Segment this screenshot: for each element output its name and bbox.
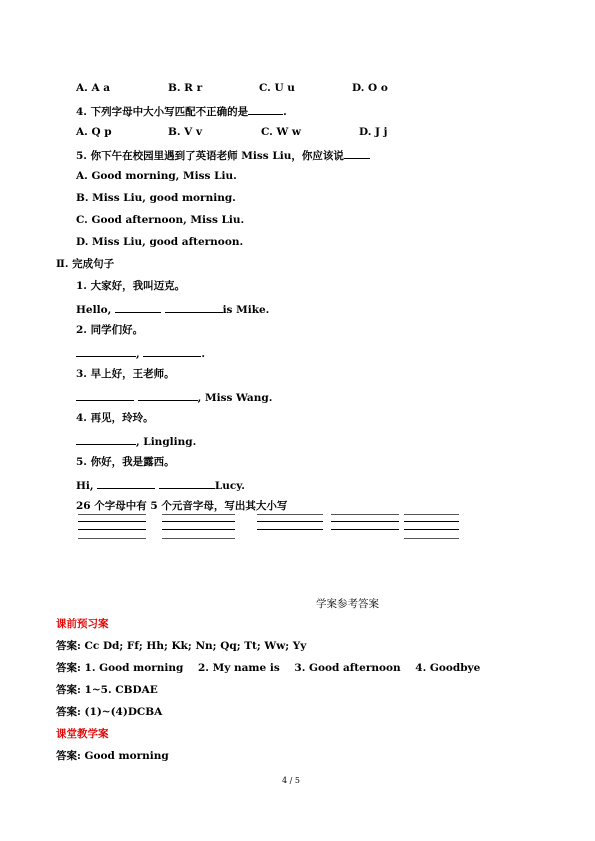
q4-stem xyxy=(76,103,287,119)
answer-line-1 xyxy=(56,639,306,653)
answer-line-4-text: (1)~(4)DCBA xyxy=(84,706,163,718)
q5-option-d: D. Miss Liu, good afternoon. xyxy=(76,236,244,248)
s2-item2-blank2 xyxy=(143,345,201,357)
s2-item1-post: is Mike. xyxy=(222,304,270,316)
s2-item4-post: , Lingling. xyxy=(136,436,197,448)
answer-line-4 xyxy=(56,705,162,719)
s2-item2-blank1 xyxy=(76,345,136,357)
s2-item3-prompt: 3. 早上好，王老师。 xyxy=(76,368,175,380)
q4-stem-text: 4. 下列字母中大小写匹配不正确的是 xyxy=(76,106,249,118)
s2-item2-sep: , xyxy=(136,348,144,360)
q5-blank xyxy=(344,147,370,159)
section-2-title: Ⅱ. 完成句子 xyxy=(56,258,115,270)
answer-line-2-text: 1. Good morning 2. My name is 3. Good afternoon 4. Goodbye xyxy=(84,662,481,674)
q5-stem-text: 5. 你下午在校园里遇到了英语老师 Miss Liu，你应该说 xyxy=(76,150,344,162)
s2-item5-pre: Hi, xyxy=(76,480,98,492)
q4-option-c: C. W w xyxy=(261,126,301,138)
s2-item1-blank2 xyxy=(165,301,223,313)
answer-label: 答案: xyxy=(56,662,81,674)
answers-sec1-heading: 课前预习案 xyxy=(56,618,109,630)
q3-option-c: C. U u xyxy=(259,82,295,94)
s2-item5-prompt: 5. 你好，我是露西。 xyxy=(76,456,175,468)
q3-option-a: A. A a xyxy=(76,82,111,94)
s2-item1-blank1 xyxy=(115,301,161,313)
answer-line-3-text: 1~5. CBDAE xyxy=(84,684,158,696)
answer-line-5-text: Good morning xyxy=(84,750,169,762)
s2-item5-blank1 xyxy=(97,477,155,489)
vowel-task: 26 个字母中有 5 个元音字母，写出其大小写 xyxy=(76,500,288,512)
s2-item3-answer xyxy=(76,389,272,405)
q3-option-d: D. O o xyxy=(352,82,388,94)
s2-item3-blank1 xyxy=(76,389,134,401)
answer-line-2 xyxy=(56,661,480,675)
q5-option-c: C. Good afternoon, Miss Liu. xyxy=(76,214,245,226)
q4-option-b: B. V v xyxy=(168,126,203,138)
s2-item5-blank2 xyxy=(159,477,215,489)
s2-item2-end: . xyxy=(201,348,205,360)
s2-item4-answer xyxy=(76,433,196,449)
q4-option-a: A. Q p xyxy=(76,126,112,138)
answer-label: 答案: xyxy=(56,684,81,696)
answer-label: 答案: xyxy=(56,750,81,762)
s2-item1-answer xyxy=(76,301,269,317)
answers-sec2-heading: 课堂教学案 xyxy=(56,728,109,740)
s2-item2-answer xyxy=(76,345,205,361)
s2-item3-blank2 xyxy=(138,389,198,401)
answer-label: 答案: xyxy=(56,640,81,652)
s2-item4-blank xyxy=(76,433,136,445)
answers-title: 学案参考答案 xyxy=(316,598,379,610)
s2-item3-post: , Miss Wang. xyxy=(197,392,273,404)
answer-line-1-text: Cc Dd; Ff; Hh; Kk; Nn; Qq; Tt; Ww; Yy xyxy=(84,640,307,652)
answer-label: 答案: xyxy=(56,706,81,718)
s2-item4-prompt: 4. 再见，玲玲。 xyxy=(76,412,154,424)
s2-item5-post: Lucy. xyxy=(214,480,245,492)
q4-option-d: D. J j xyxy=(359,126,388,138)
s2-item1-pre: Hello, xyxy=(76,304,115,316)
s2-item5-answer xyxy=(76,477,245,493)
q5-stem xyxy=(76,147,370,163)
s2-item2-prompt: 2. 同学们好。 xyxy=(76,324,144,336)
page-number: 4 / 5 xyxy=(282,776,300,785)
answer-line-5 xyxy=(56,749,169,763)
q4-blank xyxy=(248,103,283,115)
s2-item1-prompt: 1. 大家好，我叫迈克。 xyxy=(76,280,186,292)
q4-stem-tail: . xyxy=(283,106,287,118)
q3-option-b: B. R r xyxy=(168,82,203,94)
answer-line-3 xyxy=(56,683,158,697)
q5-option-a: A. Good morning, Miss Liu. xyxy=(76,170,237,182)
q5-option-b: B. Miss Liu, good morning. xyxy=(76,192,236,204)
